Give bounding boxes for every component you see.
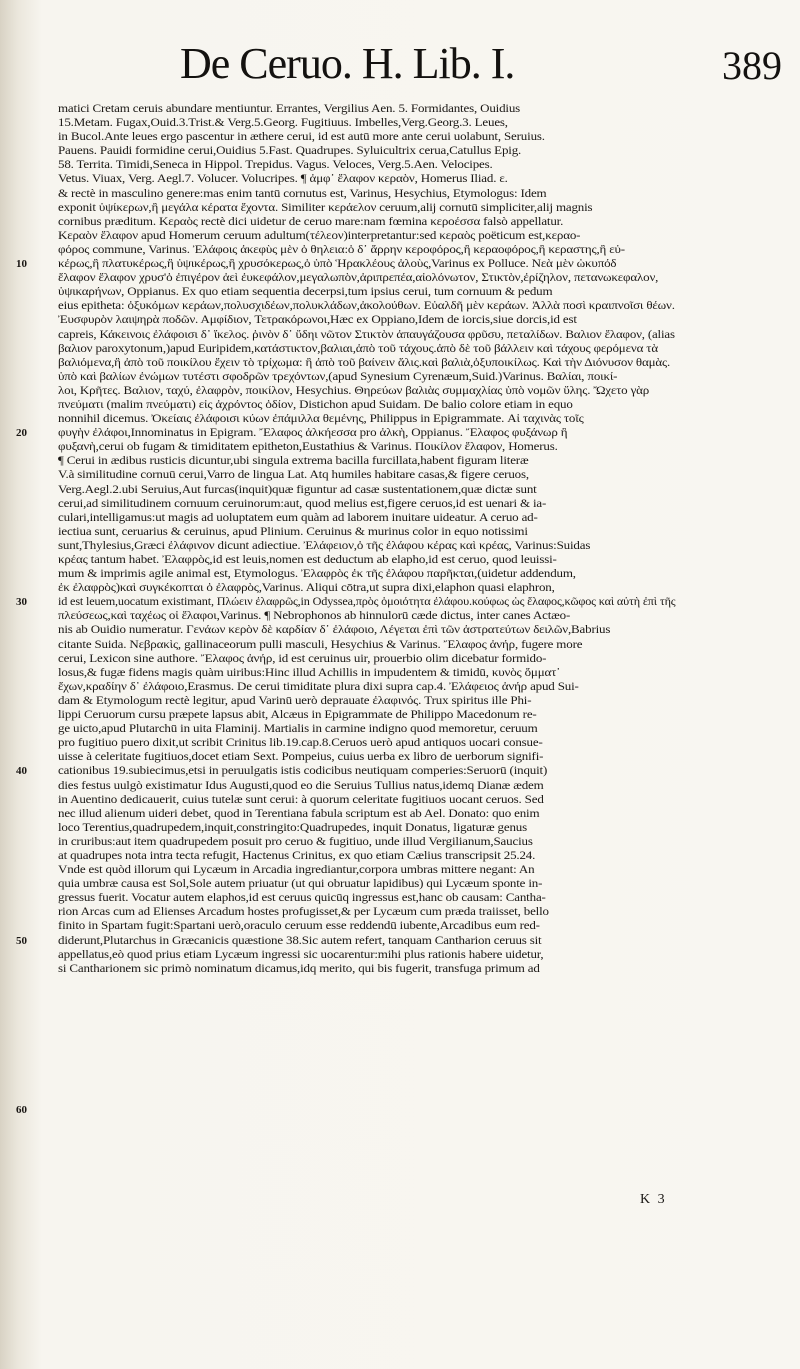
text-line: finito in Spartam fugit:Spartani uerò,oraculo ceruum esse reddendū iubente,Arcadibus eum red- [58, 920, 540, 933]
text-line: cationibus 19.subiecimus,etsi in peruulgatis istis codicibus neutiquam comperies:Seruorū (inquit) [58, 765, 548, 778]
text-line: φόρος commune, Varinus. Ἐλάφοις ἀκεφὺς μὲν ὁ θηλεια:ὁ δ᾽ ἄρρην κεροφόρος,ἢ κεραοφόρος,ἢ κεραστης,ἢ εὐ- [58, 243, 625, 256]
text-line: πλεύσεως,καὶ ταχέως οἱ ἔλαφοι,Varinus. ¶ Nebrophonos ab hinnulorū cæde dictus, inter canes Actæo- [58, 610, 571, 623]
text-line: & rectè in masculino genere:mas enim tantū cornutus est, Varinus, Hesychius, Etymologus: Idem [58, 187, 547, 200]
text-line: quia umbræ causa est Sol,Sole autem priuatur (ut qui obruatur lapidibus) qui Lycæum sponte in- [58, 878, 543, 891]
text-line: sunt,Thylesius,Græci ἐλάφινον dicunt adiectiue. Ἐλάφειον,ὁ τῆς ἐλάφου κέρας καὶ κρέας, Varinus:Suidas [58, 539, 591, 552]
text-line: Vetus. Viuax, Verg. Aegl.7. Volucer. Volucripes. ¶ ἀμφ᾽ ἔλαφον κεραὸν, Homerus Iliad. ε. [58, 173, 508, 186]
page-header [180, 38, 782, 98]
text-line: diderunt,Plutarchus in Græcanicis quæstione 38.Sic autem refert, tanquam Cantharion ceruus sit [58, 934, 542, 947]
page-number: 389 [722, 43, 782, 88]
text-line: dam & Etymologum rectè legitur, apud Varinū uerò deprauate ἐλαφινός. Trux spiritus ille Phi- [58, 694, 532, 707]
text-line: in Auentino dedicauerit, cuius tutelæ sunt cerui: à quorum celeritate fugitiuos uocant ceruos. Sed [58, 793, 544, 806]
text-line: κρέας tantum habet. Ἐλαφρὸς,id est leuis,nomen est deductum ab elapho,id est ceruo, quod leuissi- [58, 554, 557, 566]
text-line: exponit ὑψίκερων,ἢ μεγάλα κέρατα ἔχοντα. Similiter κεράελον ceruum,alij cornutū simpliciter,alij magnis [58, 201, 593, 214]
text-line: nec illud alienum uideri debet, quod in Terentiana fabula scriptum est ab Ael. Donato: quo enim [58, 807, 540, 820]
text-line: appellatus,eò quod prius etiam Lycæum ingressi sic uocarentur:mihi plus rationis habere uidetur, [58, 948, 544, 961]
text-line: rion Arcas cum ad Elienses Arcadum hostes profugisset,& per Lycæum cum præda traiisset, bello [58, 906, 549, 919]
text-line: Ἐυσφυρὸν λαιψηρὰ ποδῶν. Αμφίδιον, Τετρακόρωνοι,Hæc ex Oppiano,Idem de iorcis,siue dorcis,id est [58, 314, 577, 327]
text-line: βαλιόμενα,ἢ ἀπὸ τοῦ ποικίλου ἔχειν τὸ τρίχωμα: ἢ ἀπὸ τοῦ βαίνειν ἅλις.καὶ βαλιὰ,ὀξυποικίλως. Καὶ τὴν Διόνυσον θαμὰς. [58, 356, 671, 369]
text-line: nonnihil dicemus. Ὀκείαις ἐλάφοισι κύων ἐπάμιλλα θεμένης, Philippus in Epigrammate. Αἱ ταχινὰς τοῖς [58, 413, 584, 426]
text-line: in cruribus:aut item quadrupedem posuit pro ceruo & fugitiuo, unde illud Vergilianum,Saucius [58, 835, 533, 848]
text-line: λοι, Κρῆτες. Βαλιον, ταχύ, ἐλαφρὸν, ποικίλον, Hesychius. Θηρεύων βαλιὰς συμμαχλίας ὑπὸ νομῶν ὕλης. Ὤχετο γὰρ [58, 384, 650, 397]
text-line: culari,intelligamus:ut magis ad uoluptatem eum quàm ad laborem inuitare uideatur. A ceruo ad- [58, 511, 538, 524]
text-line: uisse à celeritate fugitiuos,docet etiam Sext. Pompeius, cuius uerba ex libro de uerborum signifi- [58, 751, 544, 764]
text-line: loco Terentius,quadrupedem,inquit,constringito:Quadrupedes, inquit Donatus, ligaturæ genus [58, 821, 527, 834]
text-line: ἔχων,κραδίην δ᾽ ἐλάφοιο,Erasmus. De cerui timiditate plura dixi supra cap.4. Ἐλάφειος ἀνήρ apud Sui- [58, 680, 579, 693]
text-line: losus,& fugæ fidens magis quàm uiribus:Hinc illud Achillis in impudentem & timidū, κυνὸς ὄμματ᾽ [58, 666, 561, 679]
text-line: Pauens. Pauidi formidine cerui,Ouidius 5.Fast. Quadrupes. Syluicultrix cerua,Catullus Epig. [58, 145, 522, 158]
body-text [58, 102, 675, 976]
line-number: 10 [16, 258, 27, 270]
text-line: matici Cretam ceruis abundare mentiuntur. Errantes, Vergilius Aen. 5. Formidantes, Ouidius [58, 103, 521, 115]
text-line: φυγὴν ἐλάφοι,Innominatus in Epigram. Ἔλαφος ἀλκήεσσα pro ἀλκὴ, Oppianus. Ἔλαφος φυξάνωρ ἢ [58, 427, 568, 440]
signature-mark: K 3 [640, 1192, 667, 1207]
text-line: eius epitheta: ὀξυκόμων κεράων,πολυσχιδέων,πολυκλάδων,ἀκολούθων. Εὐαλδῆ μὲν κεράων. Ἀλλὰ ποσὶ κραιπνοῖσι θέων. [58, 300, 675, 313]
text-line: gressus fuerit. Vocatur autem elaphos,id est ceruus quicūq ingressus est,hanc ob causam: Cantha- [58, 892, 546, 905]
text-line: βαλιον paroxytonum,)apud Euripidem,κατάστικτον,βαλιαι,ἀπὸ τοῦ τάχους.ἀπὸ δὲ τοῦ βάλλειν καὶ τάχους φερόμενα τὰ [58, 342, 658, 355]
text-line: ἐκ ἐλαφρὸς)καὶ συγκέκοπται ὁ ἐλαφρὸς,Varinus. Aliqui cōtra,ut supra dixi,elaphon quasi elaphron, [58, 582, 555, 595]
text-line: si Cantharionem sic primò nominatum dicamus,idq merito, qui bis fugerit, transfuga primum ad [58, 962, 540, 975]
text-line: iectiua sunt, ceruarius & ceruinus, apud Plinium. Ceruinus & murinus color in equo notissimi [58, 525, 528, 538]
line-number: 40 [16, 765, 27, 777]
text-line: Vnde est quòd illorum qui Lycæum in Arcadia ingrediantur,corpora umbras mittere negant: An [58, 864, 535, 877]
text-line: V.à similitudine cornuū cerui,Varro de lingua Lat. Atq humiles habitare casas,& figere ceruos, [58, 469, 529, 482]
text-line: κέρως,ἢ πλατυκέρως,ἢ ὑψικέρως,ἢ χρυσόκερως,ὁ ὑπὸ Ἡρακλέους ἁλοὺς,Varinus ex Polluce. Νεὰ μὲν ὠκυπόδ [58, 258, 617, 271]
text-line: ὑπὸ καὶ βαλίων ἐνώμων τυτέστι σφοδρῶν τρεχόντων,(apud Synesium Cyrenæum,Suid.)Varinus. Βαλίαι, ποικί- [58, 370, 618, 383]
text-line: 58. Territa. Timidi,Seneca in Hippol. Trepidus. Vagus. Veloces, Verg.5.Aen. Velocipes. [58, 159, 493, 172]
text-line: ὑψικαρήνων, Oppianus. Ex quo etiam sequentia decerpsi,tum ipsius cerui, tum cornuum & pedum [58, 286, 553, 299]
running-head: De Ceruo. H. Lib. I. [180, 39, 515, 88]
text-line: 15.Metam. Fugax,Ouid.3.Trist.& Verg.5.Georg. Fugitiuus. Imbelles,Verg.Georg.3. Leues, [58, 117, 508, 130]
text-line: cornibus præditum. Κεραὸς rectè dici uidetur de ceruo mare:nam fœmina κεροέσσα falsò appellatur. [58, 215, 564, 228]
text-line: lippi Ceruorum cursu præpete lapsus abit, Alcæus in Epigrammate de Philippo Macedonum re- [58, 709, 537, 722]
line-number: 30 [16, 596, 27, 608]
text-line: id est leuem,uocatum existimant, Πλώειν ἐλαφρῶς,in Odyssea,πρὸς ὁμοιότητα ἐλάφου.κούφως ὡς ἔλαφος,κῶφος καὶ αὐτὴ ἐπὶ τῆς [58, 596, 676, 609]
text-line: mum & imprimis agile animal est, Etymologus. Ἐλαφρὸς ἐκ τῆς ἐλάφου παρῆκται,(uidetur addendum, [58, 568, 576, 581]
text-line: πνεύματι (malim πνεύματι) εἰς ἀχρόντος ὁδίον, Distichon apud Suidam. De balio colore etiam in equo [58, 398, 573, 411]
text-line: nis ab Ouidio numeratur. Γενάων κερὸν δὲ καρδίαν δ᾽ ἐλάφοιο, Λέγεται ἐπὶ τῶν ἀστρατεύτων δειλῶν,Babrius [58, 624, 611, 637]
text-line: pro fugitiuo puero dixit,ut scribit Crinitus lib.19.cap.8.Ceruos uerò apud antiquos uocari consue- [58, 737, 543, 750]
text-line: capreis, Κάκεινοις ἐλάφοισι δ᾽ ἴκελος. ῥινὸν δ᾽ ὕδηι νῶτον Στικτὸν ἀπαυγάζουσα φρῦσυ, πεταλίδων. Βαλιον ἔλαφον, (alias [58, 328, 675, 341]
text-line: Verg.Aegl.2.ubi Seruius,Aut furcas(inquit)quæ figuntur ad casæ sustentationem,quæ dictæ sunt [58, 483, 537, 496]
text-line: Κεραὸν ἔλαφον apud Homerum ceruum adultum(τέλεον)interpretantur:sed κεραὸς poëticum est,κεραο- [58, 229, 581, 242]
text-line: cerui,ad similitudinem cornuum ceruinorum:aut, quod melius est,figere ceruos,id est uenari & ia- [58, 497, 547, 510]
text-line: dies festus uulgò existimatur Idus Augusti,quod eo die Seruius Tullius natus,idemq Dianæ ædem [58, 779, 544, 792]
line-number: 60 [16, 1104, 27, 1116]
text-line: citante Suida. Νεβρακὶς, gallinaceorum pulli masculi, Hesychius & Varinus. Ἔλαφος ἀνήρ, fugere more [58, 638, 583, 651]
text-line: ἔλαφον ἔλαφον χρυσ'ὁ ἐπιγέρον ἀεὶ ἐυκεφάλον,μεγαλωπὸν,ἀριπρεπέα,αἰολόνωτον, Στικτὸν,ἐρίζηλον, πετανωκεφαλον, [58, 272, 659, 285]
text-line: ge uicto,apud Plutarchū in uita Flaminij. Martialis in carmine indigno quod memoretur, ceruum [58, 723, 538, 736]
text-line: cerui, Lexicon sine authore. Ἔλαφος ἀνήρ, id est ceruinus uir, prouerbio olim dicebatur formido- [58, 652, 547, 665]
text-line: in Bucol.Ante leues ergo pascentur in æthere cerui, id est autū more ante cerui uolabunt, Seruius. [58, 131, 545, 144]
text-line: at quadrupes nota intra tecta refugit, Hactenus Crinitus, ex quo etiam Cælius transcripsit 25.24. [58, 849, 536, 862]
line-number: 50 [16, 935, 27, 947]
text-line: ¶ Cerui in ædibus rusticis dicuntur,ubi singula extrema bacilla furcillata,habent figuram literæ [58, 455, 529, 468]
line-number: 20 [16, 427, 27, 439]
text-line: φυξανὴ,cerui ob fugam & timiditatem epitheton,Eustathius & Varinus. Ποικίλον ἔλαφον, Homerus. [58, 441, 558, 454]
